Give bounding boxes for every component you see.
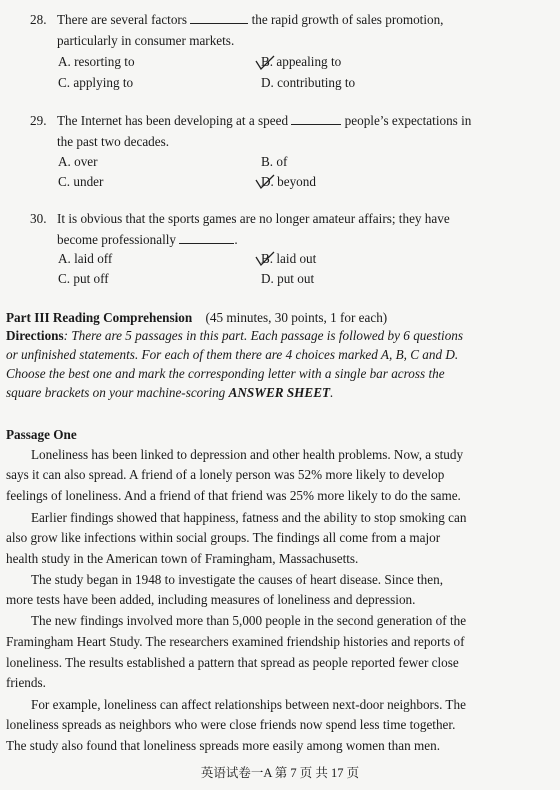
question-29-option-b: B. of [261, 154, 288, 169]
question-30-number: 30. [30, 211, 47, 226]
directions-text-4: square brackets on your machine-scoring [6, 385, 229, 400]
question-28-option-a: A. resorting to [58, 54, 135, 69]
directions-text-1: : There are 5 passages in this part. Each passage is followed by 6 questions [63, 328, 464, 343]
directions-line-3: Choose the best one and mark the corresponding letter with a single bar across the [6, 366, 445, 381]
question-29-stem-line2: the past two decades. [57, 134, 170, 149]
question-30-blank [179, 232, 234, 244]
question-29-stem-end: people’s expectations in [344, 113, 472, 128]
question-28-option-b: B. appealing to [261, 54, 342, 69]
passage-line: The new findings involved more than 5,000 people in the second generation of the [31, 613, 467, 628]
question-30-option-c: C. put off [58, 271, 109, 286]
question-28-stem-end: the rapid growth of sales promotion, [251, 12, 444, 27]
passage-line: also grow like infections within social groups. The findings all come from a major [6, 530, 441, 545]
question-28-option-c: C. applying to [58, 75, 134, 90]
question-30-stem-start: become professionally [57, 232, 177, 247]
passage-line: Earlier findings showed that happiness, fatness and the ability to stop smoking can [31, 510, 467, 525]
part-header [6, 310, 387, 326]
question-30-option-b: B. laid out [261, 251, 317, 266]
page-footer: 英语试卷一A 第 7 页 共 17 页 [200, 766, 360, 780]
question-29-option-c: C. under [58, 174, 104, 189]
question-29-blank [291, 113, 341, 125]
passage-line: Loneliness has been linked to depression and other health problems. Now, a study [31, 447, 464, 462]
question-30-stem-line2 [57, 232, 238, 248]
question-30-stem-end: . [234, 232, 238, 247]
passage-line: Framingham Heart Study. The researchers examined friendship histories and reports of [6, 634, 465, 649]
passage-line: friends. [6, 675, 46, 690]
passage-title: Passage One [6, 427, 77, 442]
passage-line: The study began in 1948 to investigate the causes of heart disease. Since then, [31, 572, 443, 587]
question-28-stem-start: There are several factors [57, 12, 187, 27]
question-28-number: 28. [30, 12, 47, 27]
question-30-option-a: A. laid off [58, 251, 113, 266]
question-29-option-a: A. over [58, 154, 98, 169]
question-28-stem [57, 12, 443, 28]
question-28-stem-line2: particularly in consumer markets. [57, 33, 235, 48]
part-info: (45 minutes, 30 points, 1 for each) [205, 310, 388, 325]
question-28-blank [190, 12, 248, 24]
directions-label: Directions [6, 328, 64, 343]
passage-line: says it can also spread. A friend of a lonely person was 52% more likely to develop [6, 467, 445, 482]
question-29-stem-start: The Internet has been developing at a speed [57, 113, 289, 128]
passage-line: loneliness spreads as neighbors who were close friends now spend less time together. [6, 717, 456, 732]
directions-line-1 [6, 328, 463, 344]
directions-line-2: or unfinished statements. For each of them there are 4 choices marked A, B, C and D. [6, 347, 459, 362]
passage-line: The study also found that loneliness spreads more easily among women than men. [6, 738, 440, 753]
passage-line: loneliness. The results established a pattern that spread as people reported fewer close [6, 655, 459, 670]
directions-end: . [330, 385, 334, 400]
question-29-option-d: D. beyond [261, 174, 316, 189]
passage-line: feelings of loneliness. And a friend of that friend was 25% more likely to do the same. [6, 488, 461, 503]
directions-line-4 [6, 385, 333, 401]
passage-line: health study in the American town of Framingham, Massachusetts. [6, 551, 359, 566]
question-29-number: 29. [30, 113, 47, 128]
passage-line: For example, loneliness can affect relationships between next-door neighbors. The [31, 697, 466, 712]
passage-line: more tests have been added, including measures of loneliness and depression. [6, 592, 416, 607]
question-29-stem [57, 113, 471, 129]
question-30-option-d: D. put out [261, 271, 315, 286]
part-title: Part III Reading Comprehension [6, 310, 193, 325]
answer-sheet-label: ANSWER SHEET [228, 385, 331, 400]
question-30-stem: It is obvious that the sports games are no longer amateur affairs; they have [57, 211, 450, 226]
question-28-option-d: D. contributing to [261, 75, 356, 90]
